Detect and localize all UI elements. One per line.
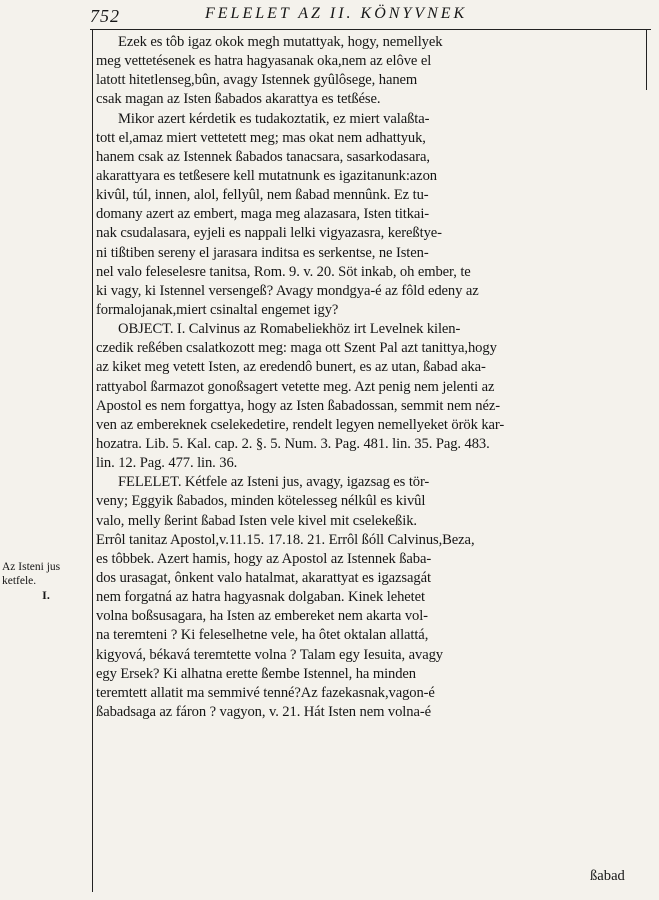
text-line: rattyabol ßarmazot gonoßsagert vetette meg. Azt penig nem jelenti az [96,378,495,395]
text-line: dos urasagat, ônkent valo hatalmat, akarattyat es igazsagát [96,569,431,586]
header-rule [90,29,651,30]
text-line: formalojanak,miert csinaltal engemet igy? [96,301,339,318]
running-title: FELELET AZ II. KÖNYVNEK [205,5,468,22]
text-line: tott el,amaz miert vettetett meg; mas okat nem adhattyuk, [96,129,426,146]
text-line: nem forgatná az hatra hagyasnak dolgaban. Kinek lehetet [96,589,425,606]
text-line: nel valo feleselesre tanitsa, Rom. 9. v. 20. Söt inkab, oh ember, te [96,263,471,280]
text-line: csak magan az Isten ßabados akarattya es tetßése. [96,91,381,108]
text-line: na teremteni ? Ki feleselhetne vele, ha ôtet oktalan allattá, [96,627,429,644]
text-line: hanem csak az Istennek ßabados tanacsara, sasarkodasara, [96,148,430,165]
text-line: teremtett allatit ma semmivé tenné?Az fazekasnak,vagon-é [96,684,435,701]
text-line: nak csudalasara, eyjeli es nappali lelki vigyazasra, kereßtye- [96,225,442,242]
right-border-rule [646,30,647,90]
text-line: ki vagy, ki Istennel versengeß? Avagy mondgya-é az fôld edeny az [96,282,479,299]
text-line: ßabadsaga az fáron ? vagyon, v. 21. Hát Isten nem volna-é [96,703,431,720]
text-line: kigyová, békavá teremtette volna ? Talam egy Iesuita, avagy [96,646,443,663]
text-line: ni tißtiben sereny el jarasara inditsa es serkentse, ne Isten- [96,244,429,261]
text-line: OBJECT. I. Calvinus az Romabeliekhöz irt Levelnek kilen- [118,321,461,338]
margin-note-text: Az Isteni jus ketfele. [2,561,61,587]
text-line: egy Ersek? Ki alhatna erette ßembe Istennel, ha minden [96,665,416,682]
text-line: Mikor azert kérdetik es tudakoztatik, ez miert valaßta- [118,110,430,127]
text-line: Ezek es tôb igaz okok megh mutattyak, hogy, nemellyek [118,34,443,50]
text-line: hozatra. Lib. 5. Kal. cap. 2. §. 5. Num. 3. Pag. 481. lin. 35. Pag. 483. [96,435,490,452]
body-text [96,33,646,722]
text-line: az kiket meg vetett Isten, az eredendô bunert, es az utan, ßabad aka- [96,359,486,376]
margin-note [2,560,90,602]
text-line: latott hitetlenseg,bûn, avagy Istennek gyûlôsege, hanem [96,72,418,89]
text-line: es tôbbek. Azert hamis, hogy az Apostol az Istennek ßaba- [96,550,432,567]
text-line: domany azert az embert, maga meg alazasara, Isten titkai- [96,206,430,223]
catchword: ßabad [590,868,625,884]
margin-note-number: I. [42,588,50,602]
margin-rule [92,30,93,892]
text-line: Errôl tanitaz Apostol,v.11.15. 17.18. 21. Errôl ßóll Calvinus,Beza, [96,531,475,548]
text-line: valo, melly ßerint ßabad Isten vele kivel mit cselekeßik. [96,512,417,529]
text-line: meg vettetésenek es hatra hagyasanak oka,nem az elôve el [96,53,432,70]
text-line: akarattyara es tetßesere kell mutatnunk es igazitanunk:azon [96,167,437,184]
text-line: lin. 12. Pag. 477. lin. 36. [96,455,238,472]
text-line: czedik reßében csalatkozott meg: maga ott Szent Pal azt tanittya,hogy [96,340,497,357]
text-line: FELELET. Kétfele az Isteni jus, avagy, igazsag es tör- [118,474,430,491]
text-line: volna boßsusagara, ha Isten az embereket nem akarta vol- [96,608,428,625]
page-number: 752 [90,6,120,26]
text-line: veny; Eggyik ßabados, minden kötelesseg nélkûl es kivûl [96,493,426,510]
text-line: Apostol es nem forgattya, hogy az Isten ßabadossan, semmit nem néz- [96,397,500,414]
text-line: ven az embereknek cselekedetire, rendelt legyen nemellyeket örök kar- [96,416,505,433]
text-line: kivûl, túl, innen, alol, fellyûl, nem ßabad mennûnk. Ez tu- [96,187,429,204]
